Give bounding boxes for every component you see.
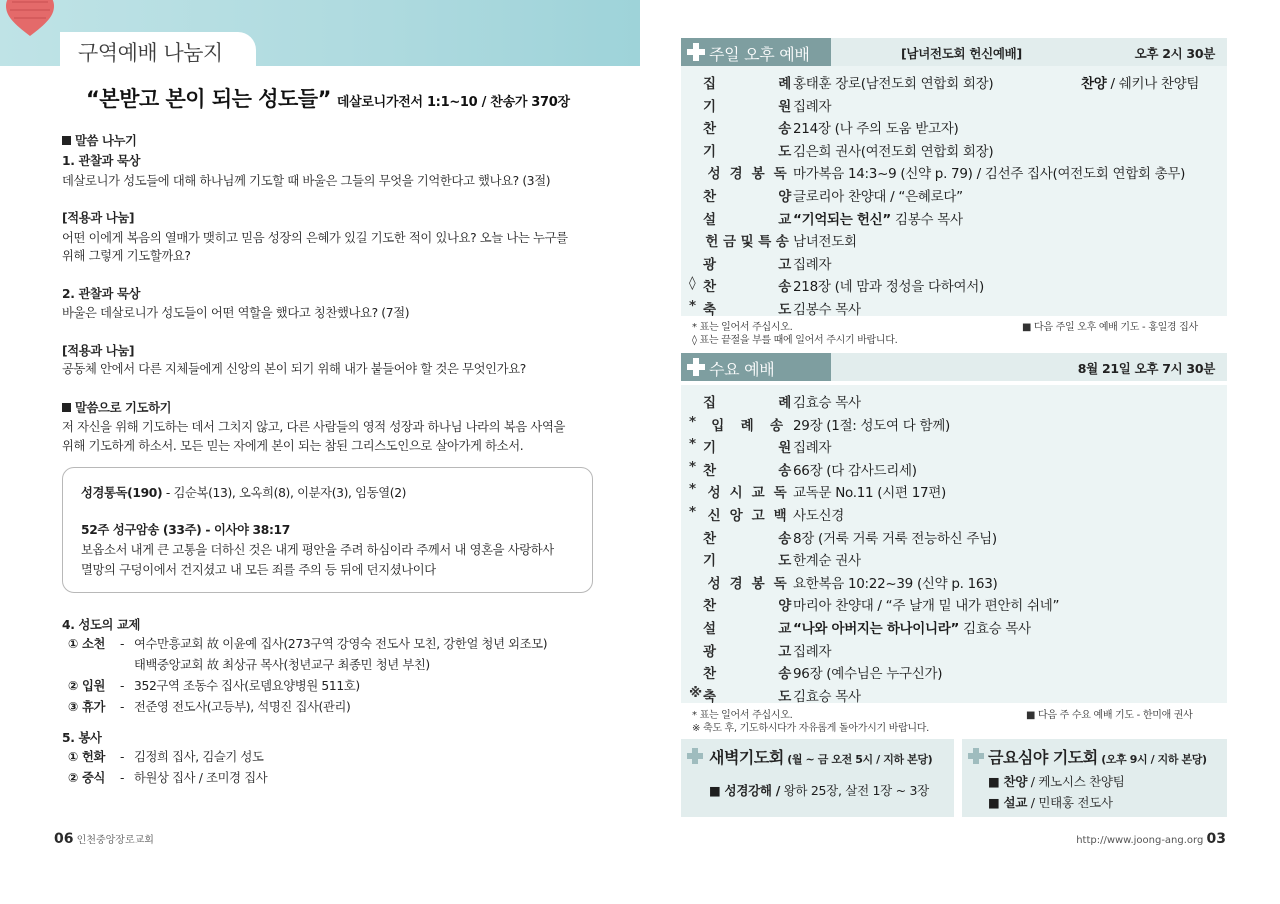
left-page-number: 06 xyxy=(54,831,74,847)
memory-line1: 보옵소서 내게 큰 고통을 더하신 것은 내게 평안을 주려 하심이라 주께서 내 영혼을 사랑하사 xyxy=(81,543,554,557)
wednesday-order-list xyxy=(681,385,1227,703)
word-share-heading: 말씀 나누기 xyxy=(62,131,137,151)
wednesday-next-prayer: ■ 다음 주 수요 예배 기도 - 한미애 권사 xyxy=(1026,710,1193,721)
wednesday-row xyxy=(681,592,1227,614)
sunday-label xyxy=(703,95,791,115)
wednesday-time: 8월 21일 오후 7시 30분 xyxy=(1077,361,1215,376)
wednesday-label-char: 송 xyxy=(778,462,791,479)
wednesday-label xyxy=(703,549,791,569)
right-page xyxy=(640,0,1280,904)
sunday-value: 글로리아 찬양대 / “은혜로다” xyxy=(793,189,963,205)
wednesday-label xyxy=(703,481,791,501)
fellowship-text: 태백중앙교회 故 최상규 목사(청년교구 최종민 청년 부친) xyxy=(134,658,430,672)
wednesday-label-char: 축 xyxy=(703,688,716,705)
sunday-label xyxy=(703,230,791,250)
wednesday-label-char: 양 xyxy=(778,598,791,615)
wednesday-value: 마리아 찬양대 / “주 날개 밑 내가 편안히 쉬네” xyxy=(793,598,1060,615)
wednesday-label-char: 시 xyxy=(729,485,743,502)
sunday-label xyxy=(703,298,791,318)
sunday-label-char: 헌 xyxy=(705,234,719,251)
service-label: ① 헌화 xyxy=(68,750,106,764)
wednesday-label-char: 경 xyxy=(729,575,743,592)
sunday-mark: * xyxy=(689,298,696,314)
sermon-reference: 데살로니가전서 1:1~10 / 찬송가 370장 xyxy=(336,95,570,110)
wednesday-label-char: 광 xyxy=(703,643,716,660)
wednesday-label-char: 고 xyxy=(751,508,765,524)
sunday-row xyxy=(681,251,1227,273)
sunday-label-char: 특 xyxy=(758,234,771,251)
sunday-next-prayer: ■ 다음 주일 오후 예배 기도 - 홍일경 집사 xyxy=(1022,322,1198,333)
wednesday-value: 김효승 목사 xyxy=(793,688,861,705)
wednesday-value: 김효승 목사 xyxy=(793,395,861,411)
wednesday-row xyxy=(681,525,1227,547)
sunday-label-char: 집 xyxy=(703,76,716,92)
sunday-label-char: 교 xyxy=(778,211,791,228)
wednesday-label-char: 송 xyxy=(778,666,791,683)
sunday-label-char: 금 xyxy=(723,234,736,251)
left-footer xyxy=(54,831,154,847)
sunday-order-list xyxy=(681,66,1227,316)
wednesday-label-char: 도 xyxy=(778,553,791,570)
sunday-label-char: 및 xyxy=(740,234,754,251)
wednesday-label xyxy=(703,436,791,456)
wednesday-label-char: 기 xyxy=(703,440,716,457)
wednesday-sermon-title: “나와 아버지는 하나이니라” xyxy=(793,621,960,637)
wednesday-row xyxy=(681,457,1227,479)
friday-prayer-box xyxy=(962,739,1227,817)
sunday-label-char: 송 xyxy=(775,234,789,251)
wednesday-row xyxy=(681,434,1227,456)
church-url: http://www.joong-ang.org xyxy=(1076,835,1204,846)
wednesday-label-char: 집 xyxy=(703,395,716,411)
sunday-label-char: 기 xyxy=(703,143,716,160)
sunday-label-char: 고 xyxy=(778,256,791,273)
wednesday-row xyxy=(681,638,1227,660)
sunday-value: 남녀전도회 xyxy=(793,234,857,251)
wednesday-value: 집례자 xyxy=(793,643,832,660)
plus-icon xyxy=(687,358,705,376)
sunday-label-char: 광 xyxy=(703,256,716,273)
plus-icon xyxy=(687,43,705,61)
sunday-value: 김은희 권사(여전도회 연합회 회장) xyxy=(793,143,994,160)
wednesday-label-char: 독 xyxy=(773,485,787,502)
dawn-prayer-title: 새벽기도회 (월 ~ 금 오전 5시 / 지하 본당) xyxy=(709,748,933,767)
friday-sermon-line: ■ 설교 / 민태홍 전도사 xyxy=(988,795,1113,810)
q2-heading: 2. 관찰과 묵상 xyxy=(62,287,141,301)
wednesday-row xyxy=(681,547,1227,569)
wednesday-label-char: 기 xyxy=(703,553,716,570)
sunday-row xyxy=(681,183,1227,205)
sunday-mark: ◊ xyxy=(689,275,696,292)
sunday-label-char: 도 xyxy=(778,302,791,318)
sunday-row xyxy=(681,206,1227,228)
sunday-label-char: 찬 xyxy=(703,189,716,205)
memory-line2: 멸망의 구덩이에서 건지셨고 내 모든 죄를 주의 등 뒤에 던지셨나이다 xyxy=(81,563,436,577)
sunday-value: 김봉수 목사 xyxy=(793,302,861,318)
wednesday-label-char: 백 xyxy=(773,508,787,524)
fellowship-label: ② 입원 xyxy=(68,679,106,693)
wednesday-label xyxy=(703,527,791,547)
sunday-row xyxy=(681,228,1227,250)
wednesday-value: 29장 (1절: 성도여 다 함께) xyxy=(793,417,950,434)
church-name: 인천중앙장로교회 xyxy=(76,835,154,846)
q2-text: 바울은 데살로니가 성도들이 어떤 역할을 했다고 칭찬했나요? (7절) xyxy=(62,306,410,320)
sermon-title xyxy=(86,83,570,113)
sunday-label-char: 봉 xyxy=(751,166,765,183)
sunday-preacher: 김봉수 목사 xyxy=(891,211,963,228)
wednesday-mark: * xyxy=(689,413,696,430)
wednesday-value: 96장 (예수님은 누구신가) xyxy=(793,666,943,683)
wednesday-label xyxy=(703,504,791,524)
service-separator: - xyxy=(120,771,125,785)
wednesday-row xyxy=(681,479,1227,501)
service-label: ② 중식 xyxy=(68,771,106,785)
service-item xyxy=(68,747,264,767)
wednesday-label-char: 성 xyxy=(707,575,721,592)
sunday-value: 214장 (나 주의 도움 받고자) xyxy=(793,121,959,138)
fellowship-item xyxy=(68,634,547,654)
sunday-label-char: 찬 xyxy=(703,121,716,138)
wednesday-label-char: 독 xyxy=(773,575,787,592)
wednesday-label-char: 례 xyxy=(778,395,791,411)
fellowship-text: 352구역 조동수 집사(로뎀요양병원 511호) xyxy=(134,679,360,693)
wednesday-label-char: 송 xyxy=(778,530,791,547)
sunday-note-last-verse: ◊ 표는 끝절을 부를 때에 일어서 주시기 바랍니다. xyxy=(692,335,898,346)
wednesday-label-char: 찬 xyxy=(703,462,716,479)
service-item xyxy=(68,768,267,788)
wednesday-label-char: 설 xyxy=(703,621,716,637)
wednesday-mark: ※ xyxy=(689,684,702,701)
pray-line1: 저 자신을 위해 기도하는 데서 그치지 않고, 다른 사람들의 영적 성장과 하나님 나라의 복음 사역을 xyxy=(62,420,566,434)
sunday-service-header xyxy=(681,38,1227,66)
fellowship-label: ③ 휴가 xyxy=(68,700,106,714)
wednesday-row xyxy=(681,412,1227,434)
fellowship-separator: - xyxy=(120,700,125,714)
sunday-label-char: 기 xyxy=(703,98,716,115)
plus-icon xyxy=(968,748,984,764)
pray-heading: 말씀으로 기도하기 xyxy=(62,398,171,418)
pray-line2: 위해 기도하게 하소서. 모든 믿는 자에게 본이 되는 참된 그리스도인으로 살아가게 하소서. xyxy=(62,439,524,453)
sunday-row xyxy=(681,296,1227,318)
q1-text: 데살로니가 성도들에 대해 하나님께 기도할 때 바울은 그들의 무엇을 기억한다고 했나요? (3절) xyxy=(62,174,551,188)
wednesday-mark: * xyxy=(689,481,696,498)
apply1-heading: [적용과 나눔] xyxy=(62,211,135,225)
fellowship-item xyxy=(68,655,430,675)
wednesday-row xyxy=(681,683,1227,705)
wednesday-label xyxy=(703,640,791,660)
wednesday-label xyxy=(703,414,791,434)
wednesday-value: 8장 (거룩 거룩 거룩 전능하신 주님) xyxy=(793,530,997,547)
wednesday-label xyxy=(703,572,791,592)
fellowship-item xyxy=(68,676,360,696)
wednesday-label xyxy=(703,662,791,682)
sunday-label xyxy=(703,185,791,205)
wednesday-label-char: 성 xyxy=(707,485,721,502)
wednesday-label-char: 원 xyxy=(778,440,791,457)
service-text: 김정희 집사, 김슬기 성도 xyxy=(134,750,264,764)
wednesday-mark: * xyxy=(689,504,696,520)
sunday-label xyxy=(703,162,791,182)
sunday-label-char: 송 xyxy=(778,121,791,138)
wednesday-value: 한계순 권사 xyxy=(793,553,861,570)
sunday-value xyxy=(793,208,963,228)
wednesday-label xyxy=(703,617,791,637)
fellowship-text: 전준영 전도사(고등부), 석명진 집사(관리) xyxy=(134,700,351,714)
wednesday-label-char: 교 xyxy=(751,485,765,502)
memory-heading: 52주 성구암송 (33주) - 이사야 38:17 xyxy=(81,523,290,537)
sunday-subtitle: [남녀전도회 헌신예배] xyxy=(901,46,1022,61)
sunday-row xyxy=(681,70,1227,92)
wednesday-value: 66장 (다 감사드리세) xyxy=(793,462,917,479)
sunday-label-char: 설 xyxy=(703,211,716,228)
sunday-label xyxy=(703,253,791,273)
wednesday-label-char: 앙 xyxy=(729,508,743,524)
sunday-value: 집례자 xyxy=(793,98,832,115)
sunday-value: 홍태훈 장로(남전도회 연합회 회장) xyxy=(793,76,994,92)
right-footer xyxy=(1076,831,1226,847)
wednesday-row xyxy=(681,502,1227,524)
service-separator: - xyxy=(120,750,125,764)
service-heading: 5. 봉사 xyxy=(62,731,102,745)
sunday-sermon-title: “기억되는 헌신” xyxy=(793,211,891,228)
wednesday-note-stand: * 표는 일어서 주십시오. xyxy=(692,710,793,721)
fellowship-label: ① 소천 xyxy=(68,637,106,651)
sunday-label-char: 독 xyxy=(773,166,787,183)
plus-icon xyxy=(687,748,703,764)
wednesday-value: 집례자 xyxy=(793,440,832,457)
wednesday-row xyxy=(681,660,1227,682)
wednesday-mark: * xyxy=(689,458,696,475)
apply1-line1: 어떤 이에게 복음의 열매가 맺히고 믿음 성장의 은혜가 있길 기도한 적이 있나요? 오늘 나는 누구를 xyxy=(62,231,568,245)
wednesday-note-benediction: ※ 축도 후, 기도하시다가 자유롭게 돌아가시기 바랍니다. xyxy=(692,723,930,734)
wednesday-preacher: 김효승 목사 xyxy=(959,621,1031,637)
reading-line: 성경통독(190) - 김순복(13), 오옥희(8), 이분자(3), 임동열(2) xyxy=(81,486,407,500)
sunday-extra xyxy=(1081,72,1199,92)
service-text: 하원상 집사 / 조미경 집사 xyxy=(134,771,268,785)
wednesday-label-char: 고 xyxy=(778,643,791,660)
wednesday-label-char: 봉 xyxy=(751,575,765,592)
wednesday-mark: * xyxy=(689,436,696,453)
wednesday-label-char: 례 xyxy=(740,417,754,434)
fellowship-heading: 4. 성도의 교제 xyxy=(62,618,141,632)
right-page-number: 03 xyxy=(1206,831,1226,847)
apply1-line2: 위해 그렇게 기도할까요? xyxy=(62,249,191,263)
sunday-row xyxy=(681,115,1227,137)
sunday-label xyxy=(703,117,791,137)
wednesday-label-char: 교 xyxy=(778,621,791,637)
wednesday-label-char: 입 xyxy=(711,417,725,434)
sunday-note-stand: * 표는 일어서 주십시오. xyxy=(692,322,793,333)
wednesday-label-char: 찬 xyxy=(703,666,716,683)
sunday-label-char: 성 xyxy=(707,166,721,183)
q1-heading: 1. 관찰과 묵상 xyxy=(62,154,141,168)
wednesday-service-tab: 수요 예배 xyxy=(681,353,831,381)
sunday-value: 218장 (네 맘과 정성을 다하여서) xyxy=(793,279,984,296)
wednesday-value: 교독문 No.11 (시편 17편) xyxy=(793,485,947,502)
sunday-label xyxy=(703,72,791,92)
sunday-value: 마가복음 14:3~9 (신약 p. 79) / 김선주 집사(여전도회 연합회 총무) xyxy=(793,166,1186,183)
sunday-time: 오후 2시 30분 xyxy=(1134,46,1215,61)
fellowship-item xyxy=(68,697,351,717)
sunday-extra-value: / 쉐키나 찬양팀 xyxy=(1106,76,1200,92)
sunday-label-char: 양 xyxy=(778,189,791,205)
wednesday-row xyxy=(681,615,1227,637)
sunday-label xyxy=(703,140,791,160)
sunday-row xyxy=(681,138,1227,160)
dawn-prayer-box xyxy=(681,739,954,817)
wednesday-label-char: 찬 xyxy=(703,530,716,547)
sunday-label xyxy=(703,275,791,295)
wednesday-label-char: 신 xyxy=(707,508,721,524)
apply2-text: 공동체 안에서 다른 지체들에게 신앙의 본이 되기 위해 내가 붙들어야 할 것은 무엇인가요? xyxy=(62,362,526,376)
sunday-label xyxy=(703,208,791,228)
wednesday-label xyxy=(703,459,791,479)
wednesday-label-char: 도 xyxy=(778,688,791,705)
wednesday-label xyxy=(703,685,791,705)
wednesday-value: 요한복음 10:22~39 (신약 p. 163) xyxy=(793,575,998,592)
wednesday-row xyxy=(681,389,1227,411)
sunday-row xyxy=(681,93,1227,115)
section-title: 구역예배 나눔지 xyxy=(60,32,256,68)
sunday-label-char: 원 xyxy=(778,98,791,115)
wednesday-value xyxy=(793,617,1031,637)
sunday-label-char: 찬 xyxy=(703,279,716,296)
wednesday-label-char: 송 xyxy=(769,417,783,434)
knitted-heart-icon xyxy=(4,0,56,38)
sunday-label-char: 도 xyxy=(778,143,791,160)
wednesday-value: 사도신경 xyxy=(793,508,844,524)
sunday-label-char: 축 xyxy=(703,302,716,318)
sunday-value: 집례자 xyxy=(793,256,832,273)
dawn-prayer-line: ■ 성경강해 / 왕하 25장, 살전 1장 ~ 3장 xyxy=(709,783,929,798)
sunday-row xyxy=(681,160,1227,182)
sunday-label-char: 례 xyxy=(778,76,791,92)
sermon-title-text: “본받고 본이 되는 성도들” xyxy=(86,87,331,111)
friday-praise-line: ■ 찬양 / 케노시스 찬양팀 xyxy=(988,774,1125,789)
sunday-extra-label: 찬양 xyxy=(1081,76,1107,92)
apply2-heading: [적용과 나눔] xyxy=(62,344,135,358)
wednesday-service-header xyxy=(681,353,1227,381)
wednesday-row xyxy=(681,570,1227,592)
fellowship-separator: - xyxy=(120,679,125,693)
sunday-label-char: 송 xyxy=(778,279,791,296)
sunday-service-tab: 주일 오후 예배 xyxy=(681,38,831,66)
wednesday-label-char: 찬 xyxy=(703,598,716,615)
memory-box xyxy=(62,467,593,593)
wednesday-label xyxy=(703,391,791,411)
friday-prayer-title: 금요심야 기도회 (오후 9시 / 지하 본당) xyxy=(988,748,1207,767)
fellowship-text: 여수만흥교회 故 이윤예 집사(273구역 강영숙 전도사 모친, 강한얼 청년 외조모) xyxy=(134,637,548,651)
wednesday-label xyxy=(703,594,791,614)
sunday-row xyxy=(681,273,1227,295)
sunday-label-char: 경 xyxy=(729,166,743,183)
fellowship-separator: - xyxy=(120,637,125,651)
